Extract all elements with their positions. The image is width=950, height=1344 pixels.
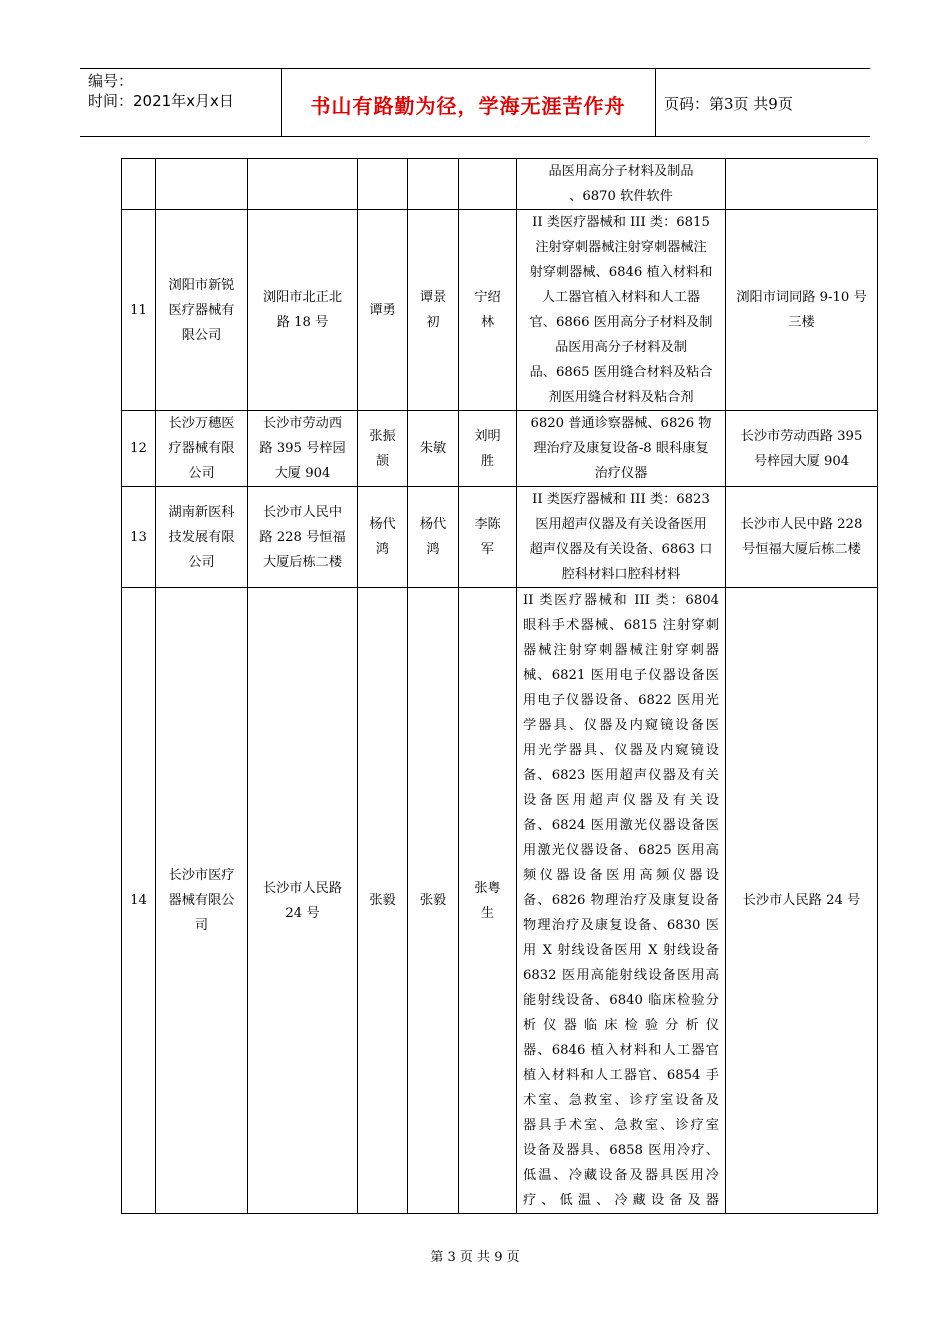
cell-line: 疗器械有限 xyxy=(168,441,235,456)
cell-line: 腔科材料口腔科材料 xyxy=(561,567,681,582)
cell-line: 号梓园大厦 904 xyxy=(753,453,850,469)
cell-line: 设备及器具、6858 医用冷疗、 xyxy=(523,1143,719,1158)
cell-line: 品医用高分子材料及制品 xyxy=(548,164,694,179)
company-address xyxy=(248,159,358,210)
company-head xyxy=(408,411,459,487)
cell-line: 长沙市医疗 xyxy=(168,868,235,883)
warehouse-address xyxy=(726,210,878,411)
cell-line: II 类医疗器械和 III 类：6815 xyxy=(532,215,710,230)
table-row xyxy=(122,210,878,411)
cell-line: 医用超声仪器及有关设备医用 xyxy=(535,517,707,532)
cell-line: 用 X 射线设备医用 X 射线设备 xyxy=(523,943,719,958)
cell-line: 张毅 xyxy=(369,893,396,908)
cell-line: 器具手术室、急救室、诊疗室 xyxy=(523,1118,719,1133)
cell-line: 颉 xyxy=(375,453,390,469)
cell-line: 公司 xyxy=(188,554,215,570)
cell-line: 长沙市劳动西 xyxy=(262,416,343,431)
cell-line: 路 228 号恒福 xyxy=(259,529,346,545)
cell-line: 大厦 904 xyxy=(274,466,331,481)
cell-line: 器械注射穿刺器械注射穿刺器 xyxy=(523,643,719,658)
cell-line: 频仪器设备医用高频仪器设 xyxy=(523,868,719,883)
cell-line: 低温、冷藏设备及器具医用冷 xyxy=(523,1168,719,1183)
cell-line: 三楼 xyxy=(788,315,815,330)
cell-line: 超声仪器及有关设备、6863 口 xyxy=(529,542,713,557)
cell-line: 长沙市人民路 xyxy=(262,880,343,896)
cell-line: 官、6866 医用高分子材料及制 xyxy=(529,315,713,330)
cell-line: 射穿刺器械、6846 植入材料和 xyxy=(529,265,713,280)
cell-line: 林 xyxy=(480,315,495,330)
cell-line: 长沙市人民中路 228 xyxy=(740,517,863,532)
cell-line: 张毅 xyxy=(419,893,447,908)
quality-manager xyxy=(459,487,517,588)
cell-line: II 类医疗器械和 III 类：6823 xyxy=(532,492,710,507)
header-bottom-rule xyxy=(80,136,870,137)
cell-line: 注射穿刺器械注射穿刺器械注 xyxy=(535,240,707,255)
table-row xyxy=(122,411,878,487)
quality-manager xyxy=(459,411,517,487)
company-name xyxy=(156,210,248,411)
company-head xyxy=(408,588,459,1214)
cell-line: 品医用高分子材料及制 xyxy=(555,340,687,355)
cell-line: 宁绍 xyxy=(474,290,501,305)
cell-line: 设备医用超声仪器及有关设 xyxy=(523,793,719,808)
cell-line: 长沙市人民路 24 号 xyxy=(742,893,861,908)
cell-line: 长沙万穗医 xyxy=(168,416,235,431)
cell-line: 眼科手术器械、6815 注射穿刺 xyxy=(523,618,719,633)
cell-line: 朱敏 xyxy=(419,441,447,456)
cell-line: 初 xyxy=(426,315,440,330)
company-address xyxy=(248,411,358,487)
document-date: 时间：2021年x月x日 xyxy=(88,92,234,110)
business-scope xyxy=(517,588,726,1214)
legal-representative xyxy=(358,210,408,411)
header-divider-right xyxy=(655,68,656,136)
cell-line: 号恒福大厦后栋二楼 xyxy=(742,542,861,557)
company-name xyxy=(156,588,248,1214)
cell-line: 刘明 xyxy=(474,428,501,444)
cell-line: 术室、急救室、诊疗室设备及 xyxy=(523,1093,719,1108)
cell-line: 鸿 xyxy=(426,542,440,557)
cell-line: 器械有限公 xyxy=(168,893,235,908)
business-scope xyxy=(517,210,726,411)
cell-line: 24 号 xyxy=(285,905,320,921)
cell-line: 器、6846 植入材料和人工器官 xyxy=(523,1043,719,1058)
cell-line: 张粤 xyxy=(474,880,501,896)
header-page-info: 页码：第3页 共9页 xyxy=(664,95,793,113)
cell-line: 能射线设备、6840 临床检验分 xyxy=(523,993,719,1008)
cell-line: 用激光仪器设备、6825 医用高 xyxy=(523,843,719,858)
cell-line: 析仪器临床检验分析仪 xyxy=(523,1018,719,1033)
row-number xyxy=(122,159,156,210)
company-head xyxy=(408,159,459,210)
cell-line: 湖南新医科 xyxy=(168,504,235,520)
cell-line: 路 395 号梓园 xyxy=(259,441,346,456)
cell-line: 学器具、仪器及内窥镜设备医 xyxy=(523,718,719,733)
cell-line: 长沙市人民中 xyxy=(262,504,343,520)
row-number: 14 xyxy=(122,588,156,1214)
cell-line: 备、6824 医用激光仪器设备医 xyxy=(523,818,719,833)
legal-representative xyxy=(358,159,408,210)
header-top-rule xyxy=(80,68,870,69)
cell-line: 技发展有限 xyxy=(168,529,235,545)
cell-line: 路 18 号 xyxy=(276,315,329,330)
cell-line: 胜 xyxy=(480,453,495,469)
cell-line: II 类医疗器械和 III 类：6804 xyxy=(523,593,719,608)
cell-line: 李陈 xyxy=(474,517,501,532)
cell-line: 6832 医用高能射线设备医用高 xyxy=(523,968,719,983)
warehouse-address xyxy=(726,159,878,210)
business-scope xyxy=(517,159,726,210)
cell-line: 鸿 xyxy=(375,542,390,557)
cell-line: 浏阳市词同路 9-10 号 xyxy=(736,290,867,305)
cell-line: 军 xyxy=(480,542,495,557)
cell-line: 6820 普通诊察器械、6826 物 xyxy=(530,416,712,431)
business-scope xyxy=(517,487,726,588)
cell-line: 杨代 xyxy=(369,517,396,532)
company-address xyxy=(248,210,358,411)
cell-line: 浏阳市北正北 xyxy=(262,290,343,305)
cell-line: 用光学器具、仪器及内窥镜设 xyxy=(523,743,719,758)
cell-line: 杨代 xyxy=(419,517,447,532)
company-address xyxy=(248,588,358,1214)
row-number: 11 xyxy=(122,210,156,411)
legal-representative xyxy=(358,487,408,588)
cell-line: 用电子仪器设备、6822 医用光 xyxy=(523,693,719,708)
cell-line: 治疗仪器 xyxy=(594,466,648,481)
cell-line: 品、6865 医用缝合材料及粘合 xyxy=(529,365,713,380)
cell-line: 谭勇 xyxy=(369,302,396,318)
quality-manager xyxy=(459,588,517,1214)
company-name xyxy=(156,487,248,588)
cell-line: 剂医用缝合材料及粘合剂 xyxy=(548,390,694,405)
cell-line: 浏阳市新锐 xyxy=(168,277,235,293)
cell-line: 械、6821 医用电子仪器设备医 xyxy=(523,668,719,683)
warehouse-address xyxy=(726,588,878,1214)
cell-line: 物理治疗及康复设备、6830 医 xyxy=(523,918,719,933)
cell-line: 备、6823 医用超声仪器及有关 xyxy=(523,768,719,783)
business-scope xyxy=(517,411,726,487)
company-head xyxy=(408,487,459,588)
cell-line: 疗、低温、冷藏设备及器 xyxy=(523,1193,719,1208)
table-row xyxy=(122,588,878,1214)
row-number: 12 xyxy=(122,411,156,487)
cell-line: 谭景 xyxy=(419,290,447,305)
company-name xyxy=(156,159,248,210)
cell-line: 张振 xyxy=(369,428,396,444)
cell-line: 备、6826 物理治疗及康复设备 xyxy=(523,893,719,908)
warehouse-address xyxy=(726,411,878,487)
cell-line: 限公司 xyxy=(181,327,222,343)
company-name xyxy=(156,411,248,487)
table-row xyxy=(122,159,878,210)
cell-line: 大厦后栋二楼 xyxy=(262,554,343,570)
cell-line: 植入材料和人工器官、6854 手 xyxy=(523,1068,719,1083)
warehouse-address xyxy=(726,487,878,588)
cell-line: 医疗器械有 xyxy=(168,302,235,318)
quality-manager xyxy=(459,159,517,210)
company-address xyxy=(248,487,358,588)
cell-line: 生 xyxy=(480,905,495,921)
legal-representative xyxy=(358,588,408,1214)
cell-line: 长沙市劳动西路 395 xyxy=(740,428,863,444)
company-table xyxy=(121,158,878,1214)
cell-line: 人工器官植入材料和人工器 xyxy=(541,290,701,305)
company-head xyxy=(408,210,459,411)
row-number: 13 xyxy=(122,487,156,588)
document-number-label: 编号： xyxy=(88,72,134,90)
legal-representative xyxy=(358,411,408,487)
quality-manager xyxy=(459,210,517,411)
cell-line: 公司 xyxy=(188,466,215,481)
page-footer: 第 3 页 共 9 页 xyxy=(430,1250,520,1265)
cell-line: 理治疗及康复设备-8 眼科康复 xyxy=(533,441,709,456)
header-left xyxy=(88,71,234,111)
table-row xyxy=(122,487,878,588)
cell-line: 司 xyxy=(194,918,209,933)
cell-line: 、6870 软件软件 xyxy=(569,189,673,204)
header-motto: 书山有路勤为径，学海无涯苦作舟 xyxy=(310,94,626,118)
